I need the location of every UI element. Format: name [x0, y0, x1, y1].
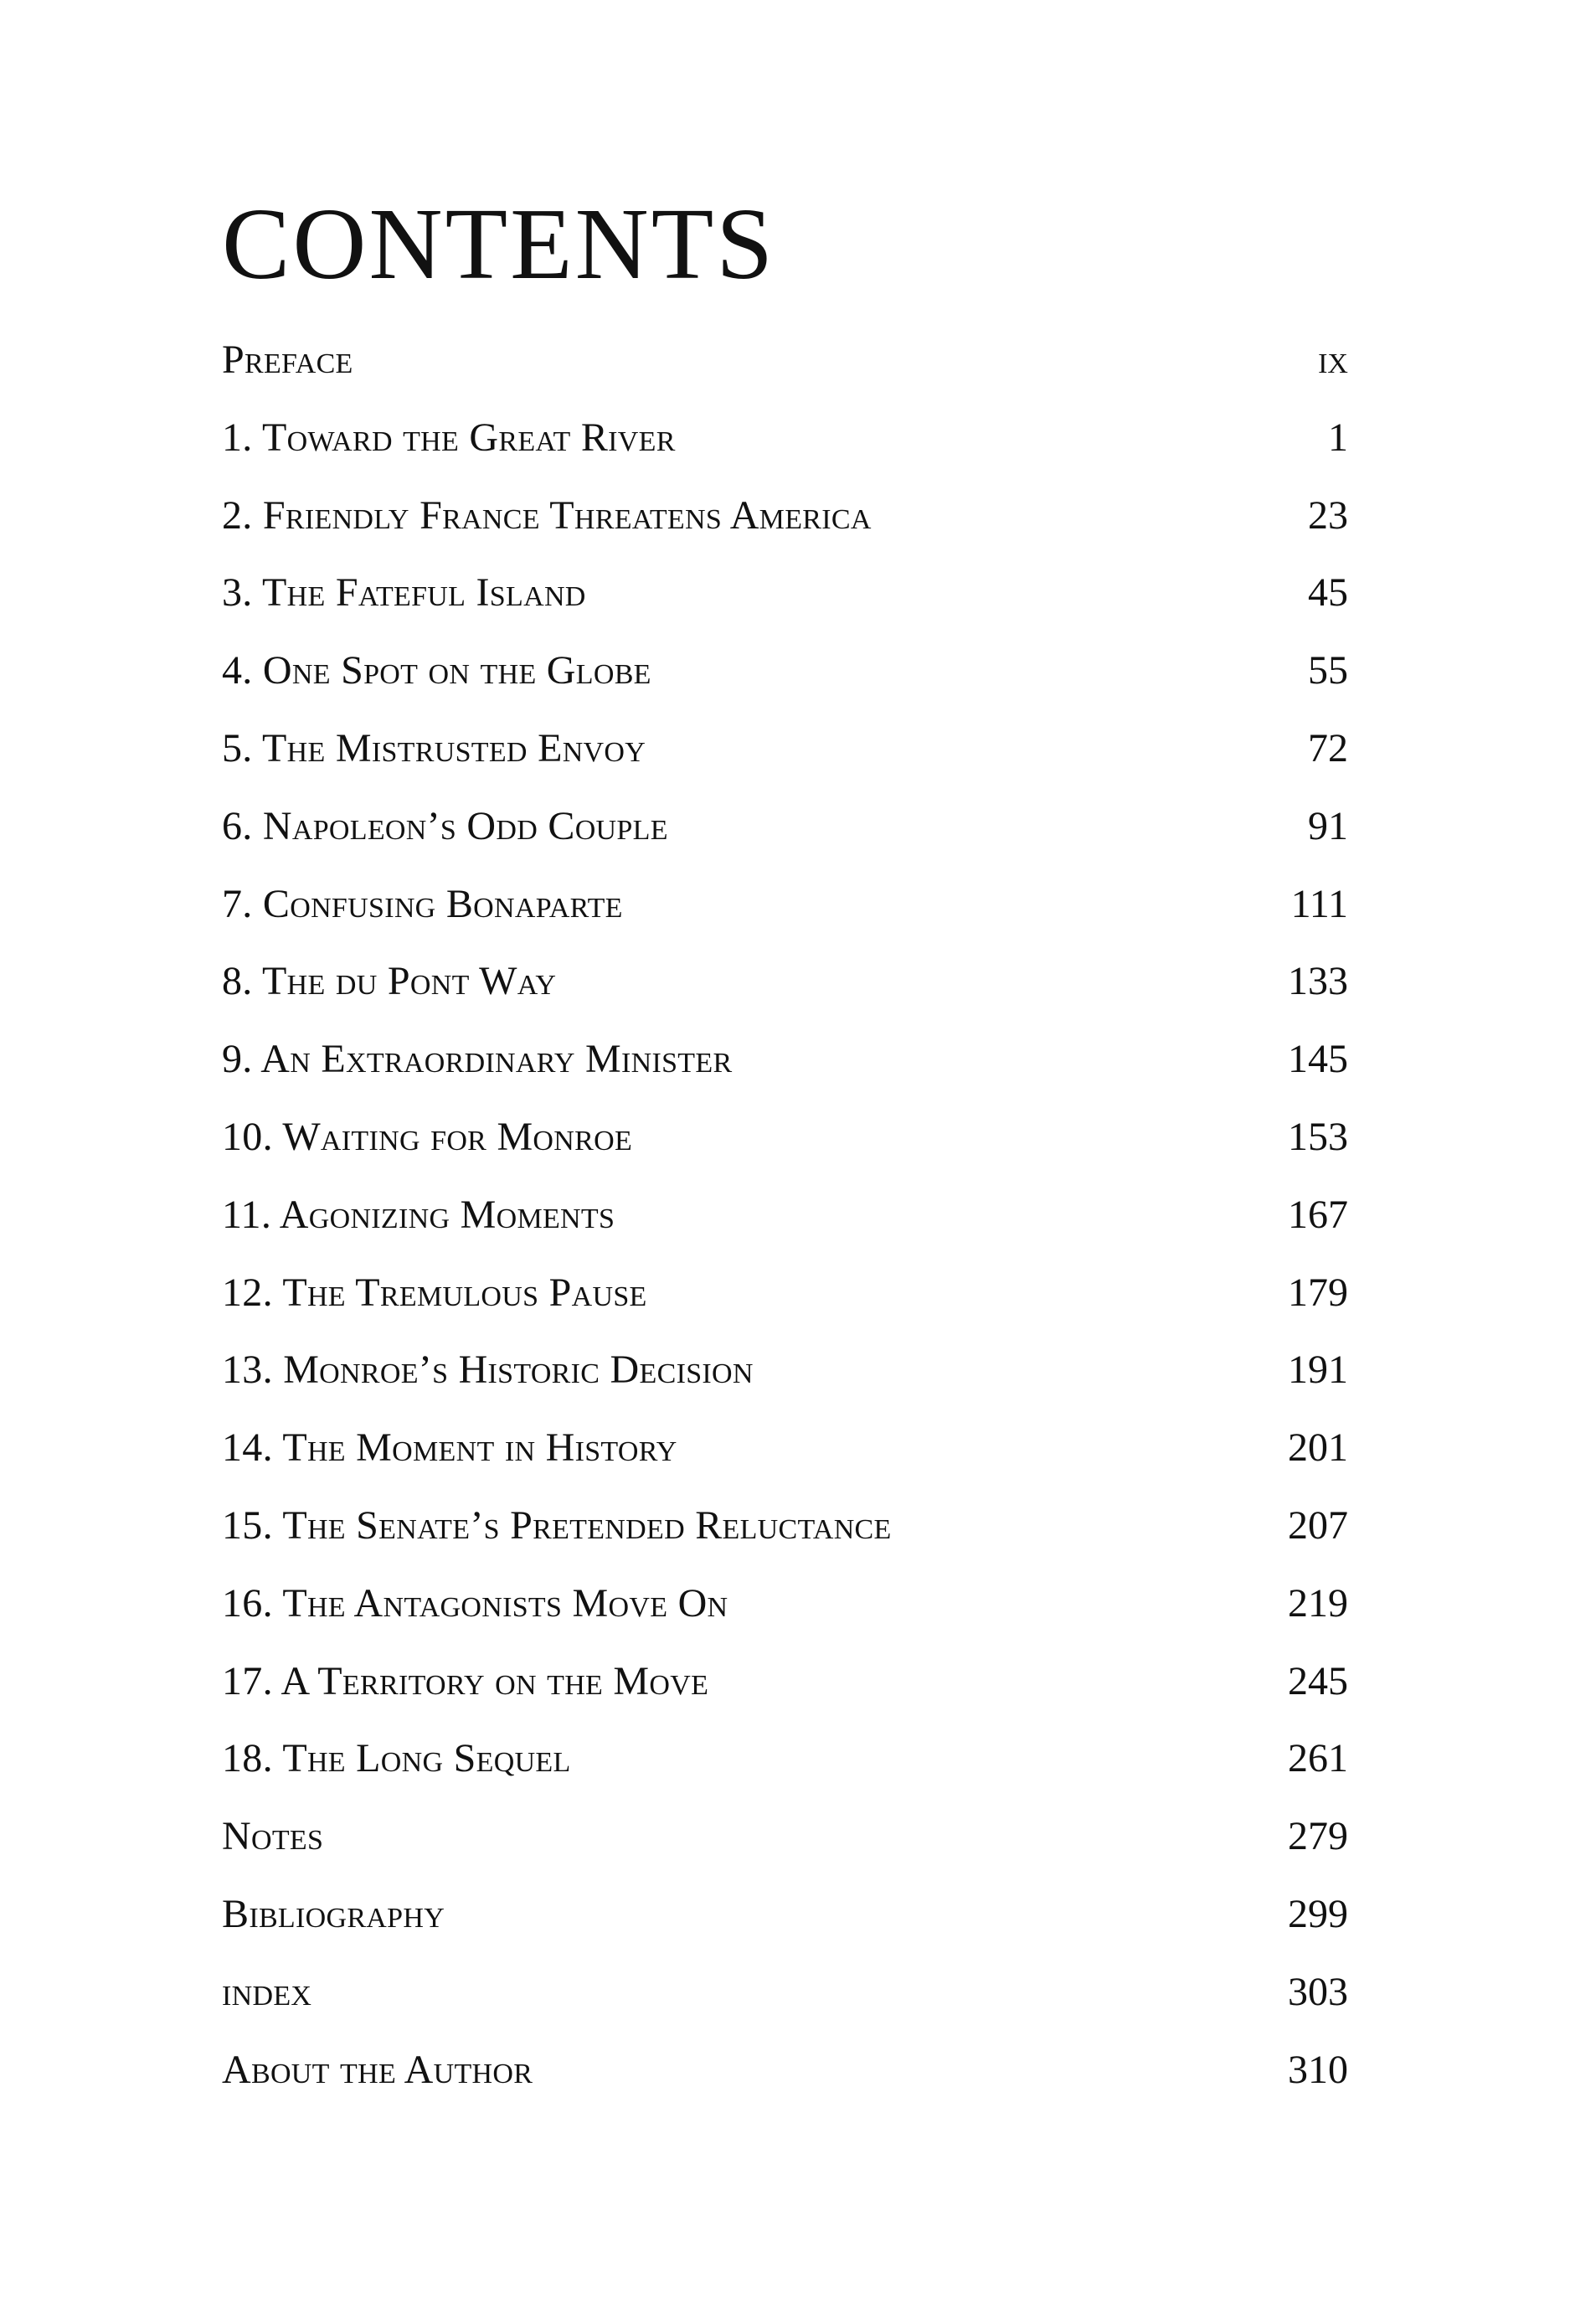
toc-entry-label: 17. A Territory on the Move	[222, 1658, 709, 1703]
toc-entry-label: About the Author	[222, 2047, 533, 2092]
toc-entry-chapter-12	[222, 1258, 1348, 1336]
toc-entry-index	[222, 1957, 1348, 2035]
toc-entry-chapter-8	[222, 946, 1348, 1024]
toc-entry-preface	[222, 325, 1348, 403]
toc-entry-label: 14. The Moment in History	[222, 1425, 677, 1471]
toc-entry-label: 16. The Antagonists Move On	[222, 1580, 728, 1626]
toc-entry-chapter-5	[222, 714, 1348, 791]
toc-entry-label: 5. The Mistrusted Envoy	[222, 725, 646, 770]
toc-entry-page: 261	[1288, 1736, 1348, 1781]
toc-entry-label: Preface	[222, 338, 353, 382]
toc-entry-chapter-9	[222, 1024, 1348, 1102]
toc-entry-label: Notes	[222, 1814, 324, 1859]
toc-entry-label: 3. The Fateful Island	[222, 570, 586, 616]
toc-entry-page: 179	[1288, 1270, 1348, 1315]
toc-entry-page: 279	[1288, 1814, 1348, 1859]
toc-entry-page: 91	[1308, 803, 1348, 848]
toc-entry-label: 11. Agonizing Moments	[222, 1192, 615, 1237]
toc-entry-page: 245	[1288, 1658, 1348, 1703]
toc-entry-label: 15. The Senate’s Pretended Reluctance	[222, 1502, 892, 1548]
toc-entry-label: 18. The Long Sequel	[222, 1736, 571, 1781]
toc-entry-page: 201	[1288, 1425, 1348, 1471]
toc-entry-label: 13. Monroe’s Historic Decision	[222, 1348, 754, 1393]
toc-entry-page: 207	[1288, 1502, 1348, 1548]
toc-entry-bibliography	[222, 1879, 1348, 1957]
toc-entry-page: 111	[1290, 881, 1348, 926]
table-of-contents	[222, 325, 1348, 2112]
toc-entry-page: 167	[1288, 1192, 1348, 1237]
toc-entry-page: 191	[1288, 1348, 1348, 1393]
toc-entry-chapter-1	[222, 403, 1348, 481]
toc-entry-label: index	[222, 1969, 312, 2014]
toc-entry-label: 6. Napoleon’s Odd Couple	[222, 803, 668, 848]
toc-entry-notes	[222, 1801, 1348, 1879]
toc-entry-page: 1	[1328, 415, 1348, 460]
toc-entry-chapter-11	[222, 1180, 1348, 1258]
toc-entry-label: 12. The Tremulous Pause	[222, 1270, 647, 1315]
page-title: CONTENTS	[222, 188, 776, 301]
toc-entry-chapter-13	[222, 1335, 1348, 1413]
toc-entry-label: 9. An Extraordinary Minister	[222, 1037, 733, 1082]
toc-entry-page: 299	[1288, 1891, 1348, 1936]
toc-entry-page: 133	[1288, 959, 1348, 1004]
toc-entry-label: 4. One Spot on the Globe	[222, 648, 651, 693]
toc-entry-page: ix	[1318, 338, 1348, 382]
toc-entry-label: 8. The du Pont Way	[222, 959, 557, 1004]
toc-entry-chapter-17	[222, 1646, 1348, 1724]
toc-entry-page: 55	[1308, 648, 1348, 693]
toc-entry-chapter-2	[222, 481, 1348, 559]
toc-entry-page: 72	[1308, 725, 1348, 770]
toc-entry-page: 153	[1288, 1114, 1348, 1159]
toc-entry-label: 1. Toward the Great River	[222, 415, 676, 460]
toc-entry-label: Bibliography	[222, 1891, 445, 1936]
toc-entry-chapter-3	[222, 558, 1348, 636]
toc-entry-chapter-15	[222, 1491, 1348, 1569]
toc-entry-chapter-7	[222, 869, 1348, 947]
toc-entry-chapter-16	[222, 1569, 1348, 1646]
toc-entry-chapter-10	[222, 1102, 1348, 1180]
toc-entry-page: 310	[1288, 2047, 1348, 2092]
toc-entry-page: 45	[1308, 570, 1348, 616]
toc-entry-chapter-18	[222, 1724, 1348, 1801]
toc-entry-page: 303	[1288, 1969, 1348, 2014]
toc-entry-label: 10. Waiting for Monroe	[222, 1114, 633, 1159]
toc-entry-page: 145	[1288, 1037, 1348, 1082]
toc-entry-chapter-4	[222, 636, 1348, 714]
toc-entry-about-the-author	[222, 2035, 1348, 2113]
toc-entry-chapter-6	[222, 791, 1348, 869]
toc-entry-page: 23	[1308, 492, 1348, 538]
toc-entry-page: 219	[1288, 1580, 1348, 1626]
toc-entry-label: 7. Confusing Bonaparte	[222, 881, 623, 926]
toc-entry-chapter-14	[222, 1413, 1348, 1491]
toc-entry-label: 2. Friendly France Threatens America	[222, 492, 872, 538]
